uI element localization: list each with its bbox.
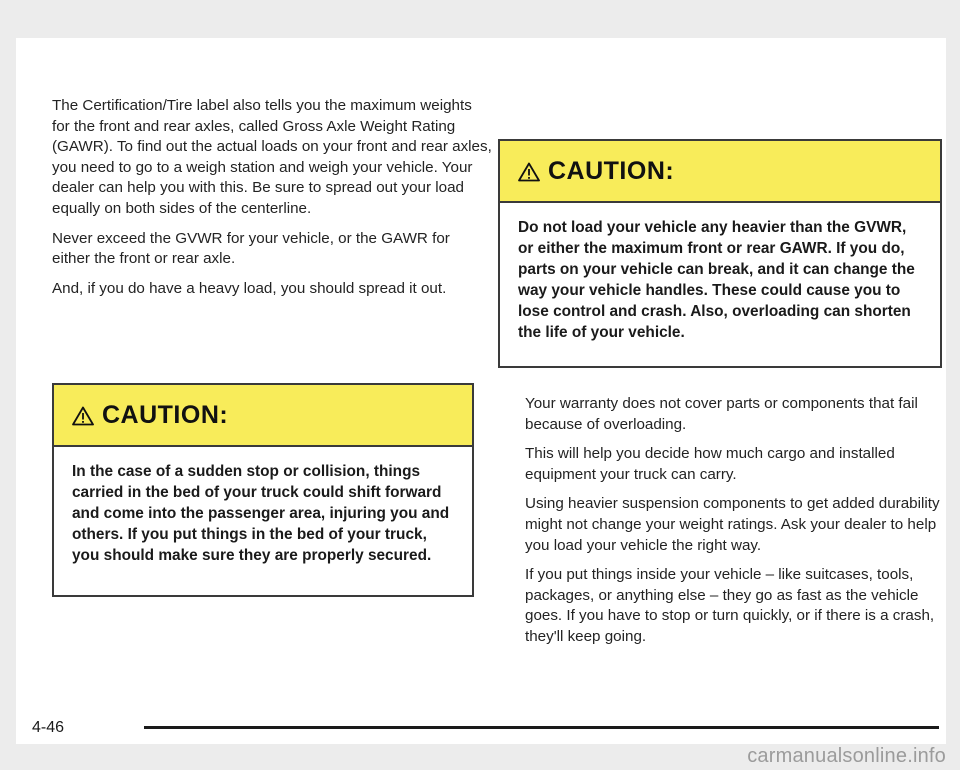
- right-paragraph-2: This will help you decide how much cargo and installed equipment your truck can carry.: [525, 445, 895, 483]
- right-paragraph-1: Your warranty does not cover parts or components that fail because of overloading.: [525, 395, 918, 433]
- left-column: [52, 96, 492, 308]
- footer-rule: [144, 726, 939, 729]
- manual-page: [16, 38, 946, 744]
- caution-box-left: [52, 383, 474, 597]
- warning-triangle-icon: [72, 406, 94, 426]
- left-paragraph-3: And, if you do have a heavy load, you should spread it out.: [52, 279, 447, 297]
- right-paragraph-4: If you put things inside your vehicle – like suitcases, tools, packages, or anything else – they go as fast as the vehicle goes. If you have to stop or turn quickly, or if there is a crash, they'll keep going.: [525, 566, 935, 645]
- caution-header: [54, 385, 472, 447]
- caution-body-text: Do not load your vehicle any heavier than the GVWR, or either the maximum front or rear GAWR. If you do, parts on your vehicle can break, and it can change the way your vehicle handles. These could cause you to lose control and crash. Also, overloading can shorten the life of your vehicle.: [518, 219, 915, 341]
- caution-header: [500, 141, 940, 203]
- caution-title: CAUTION:: [102, 400, 229, 429]
- right-paragraph-3: Using heavier suspension components to get added durability might not change your weight ratings. Ask your dealer to help you load your vehicle the right way.: [525, 495, 940, 554]
- page-number: 4-46: [32, 719, 65, 736]
- watermark-text: carmanualsonline.info: [747, 745, 946, 767]
- right-column: [525, 394, 945, 657]
- warning-triangle-icon: [518, 162, 540, 182]
- left-paragraph-1: The Certification/Tire label also tells you the maximum weights for the front and rear axles, called Gross Axle Weight Rating (GAWR). To find out the actual loads on your front and rear axles, you need to go to a weigh station and weigh your vehicle. Your dealer can help you with this. Be sure to spread out your load equally on both sides of the centerline.: [52, 97, 492, 217]
- caution-body-text: In the case of a sudden stop or collision, things carried in the bed of your truck could shift forward and come into the passenger area, injuring you and others. If you put things in the bed of your truck, you should make sure they are properly secured.: [72, 463, 450, 564]
- left-paragraph-2: Never exceed the GVWR for your vehicle, or the GAWR for either the front or rear axle.: [52, 229, 450, 268]
- caution-title: CAUTION:: [548, 156, 675, 185]
- caution-box-right: [498, 139, 942, 368]
